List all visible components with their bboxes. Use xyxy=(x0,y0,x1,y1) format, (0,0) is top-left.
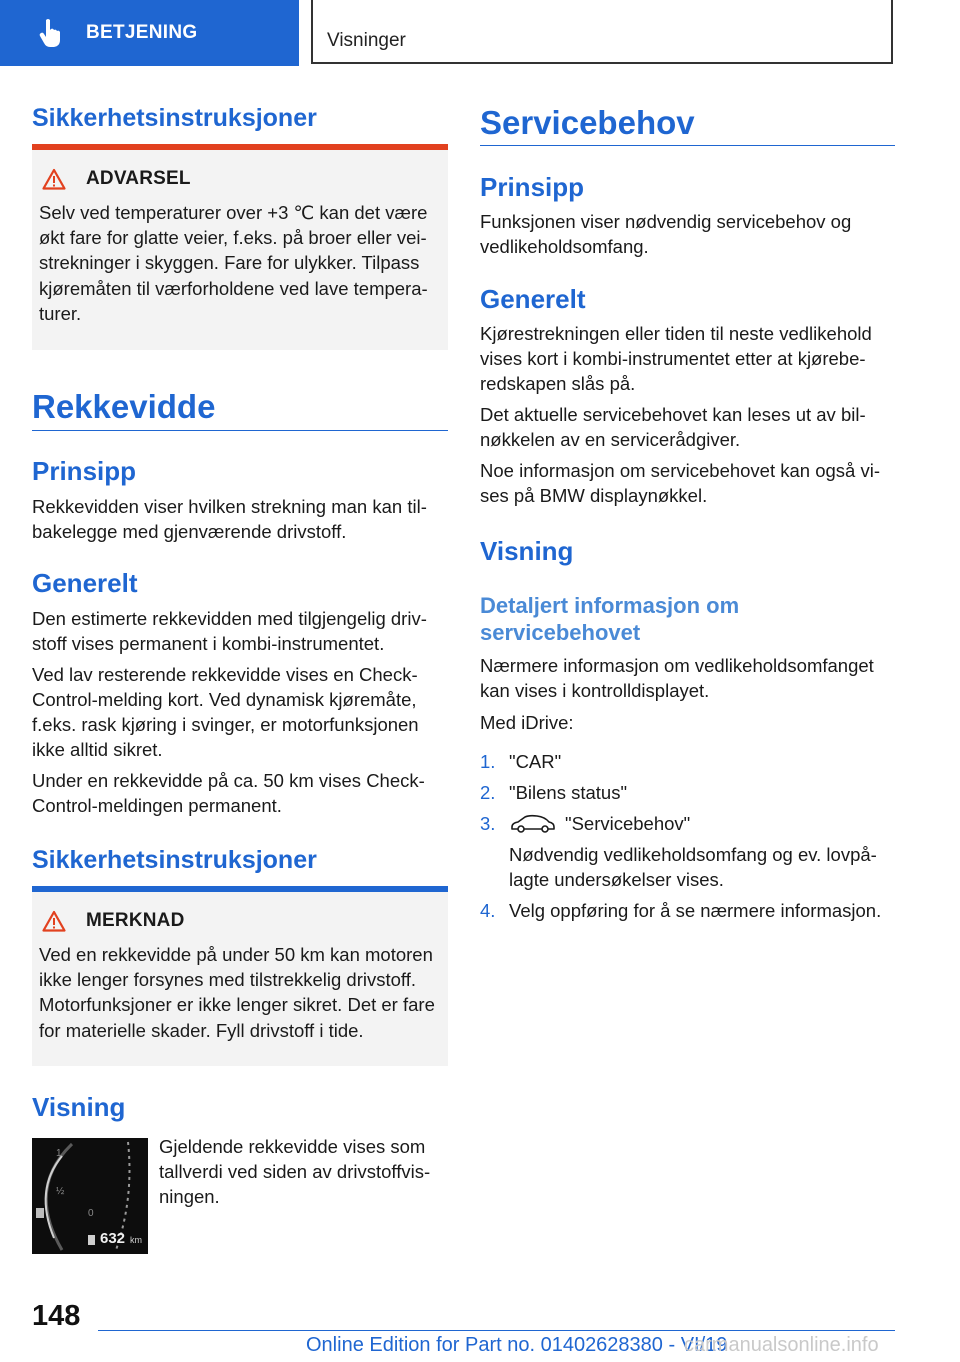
step-text: "Bilens status" xyxy=(509,782,628,803)
section-label: BETJENING xyxy=(86,22,198,43)
principle-text: Rekkevidden viser hvilken strekning man kan tilbakelegge med gjenværende drivstoff. xyxy=(32,496,427,542)
edition-text: Online Edition for Part no. 01402628380 - VI/19 xyxy=(306,1334,728,1356)
notice-text: Ved en rekkevidde på under 50 km kan motoren ikke lenger forsynes med tilstrekkelig drivstoff. Motorfunksjoner er ikke lenger sikret. Det er fare for materielle skader. Fyll drivstoff i tide. xyxy=(39,944,435,1041)
car-icon xyxy=(509,814,557,834)
warning-bar xyxy=(32,144,448,150)
title-rule xyxy=(480,145,895,146)
paragraph: Under en rekkevidde på ca. 50 km vises Check-Control-meldingen permanent. xyxy=(32,770,425,816)
watermark: carmanualsonline.info xyxy=(684,1334,879,1356)
idrive-label: Med iDrive: xyxy=(480,712,574,733)
chapter-title: Visninger xyxy=(327,30,406,51)
step-number: 2. xyxy=(480,782,496,803)
detail-heading: Detaljert informasjon om servicebehovet xyxy=(480,593,740,645)
general-heading: Generelt xyxy=(32,568,138,598)
general-heading: Generelt xyxy=(480,284,586,314)
step-number: 3. xyxy=(480,813,496,834)
gauge-range-value: 632 xyxy=(100,1230,126,1247)
list-item xyxy=(480,811,895,892)
paragraph: Ved lav resterende rekkevidde vises en Check-Control-melding kort. Ved dynamisk kjøremåte, f.eks. rask kjøring i svinger, er motorfunksjonen ikke alltid sikret. xyxy=(32,664,419,760)
step-text: "CAR" xyxy=(509,751,562,772)
warning-box xyxy=(32,144,448,350)
paragraph: Noe informasjon om servicebehovet kan også vises på BMW displaynøkkel. xyxy=(480,460,881,506)
gauge-mark-empty: 0 xyxy=(88,1208,94,1219)
paragraph: Kjørestrekningen eller tiden til neste vedlikehold vises kort i kombi-instrumentet etter at kjøreberedskapen slås på. xyxy=(480,323,872,394)
gauge-mark-full: 1 xyxy=(56,1148,62,1159)
warning-triangle-icon xyxy=(42,168,66,190)
fuel-gauge-image xyxy=(32,1138,148,1254)
warning-triangle-icon xyxy=(42,910,66,932)
step-text: "Servicebehov" xyxy=(565,813,691,834)
step-number: 1. xyxy=(480,751,496,772)
title-rule xyxy=(32,430,448,431)
list-item xyxy=(480,780,895,805)
paragraph: Det aktuelle servicebehovet kan leses ut av bilnøkkelen av en servicerådgiver. xyxy=(480,404,866,450)
notice-bar xyxy=(32,886,448,892)
chapter-header xyxy=(311,0,893,64)
step-subtext: Nødvendig vedlikeholdsomfang og ev. lovpålagte undersøkelser vises. xyxy=(509,844,877,890)
general-body xyxy=(480,321,895,508)
idrive-steps xyxy=(480,749,895,929)
section-tab xyxy=(0,0,299,66)
principle-text: Funksjonen viser nødvendig servicebehov og vedlikeholdsomfang. xyxy=(480,211,852,257)
list-item xyxy=(480,749,895,774)
service-title: Servicebehov xyxy=(480,104,695,141)
general-body xyxy=(32,606,448,818)
step-number: 4. xyxy=(480,900,496,921)
gauge-mark-half: ½ xyxy=(56,1186,65,1197)
footer-rule xyxy=(98,1330,895,1331)
display-heading: Visning xyxy=(480,536,574,566)
notice-label: MERKNAD xyxy=(86,910,185,931)
principle-heading: Prinsipp xyxy=(32,456,137,486)
list-item xyxy=(480,898,895,923)
step-text: Velg oppføring for å se nærmere informasjon. xyxy=(509,900,882,921)
principle-heading: Prinsipp xyxy=(480,172,585,202)
safety-heading: Sikkerhetsinstruksjoner xyxy=(32,104,317,132)
page-number: 148 xyxy=(32,1300,81,1332)
display-text: Gjeldende rekkevidde vises som tallverdi ved siden av drivstoffvisningen. xyxy=(159,1136,431,1207)
safety-heading-2: Sikkerhetsinstruksjoner xyxy=(32,846,317,874)
detail-text: Nærmere informasjon om vedlikeholdsomfanget kan vises i kontrolldisplayet. xyxy=(480,655,874,701)
hand-pointer-icon xyxy=(38,18,64,48)
display-heading: Visning xyxy=(32,1092,126,1122)
warning-text: Selv ved temperaturer over +3 ℃ kan det være økt fare for glatte veier, f.eks. på broer eller veistrekninger i skyggen. Fare for ulykker. Tilpass kjøremåten til værforholdene ved lave temperaturer. xyxy=(39,202,428,324)
notice-box xyxy=(32,886,448,1066)
warning-label: ADVARSEL xyxy=(86,168,191,189)
gauge-range-unit: km xyxy=(130,1235,142,1245)
paragraph: Den estimerte rekkevidden med tilgjengelig drivstoff vises permanent i kombi-instrumentet. xyxy=(32,608,427,654)
range-title: Rekkevidde xyxy=(32,388,216,425)
